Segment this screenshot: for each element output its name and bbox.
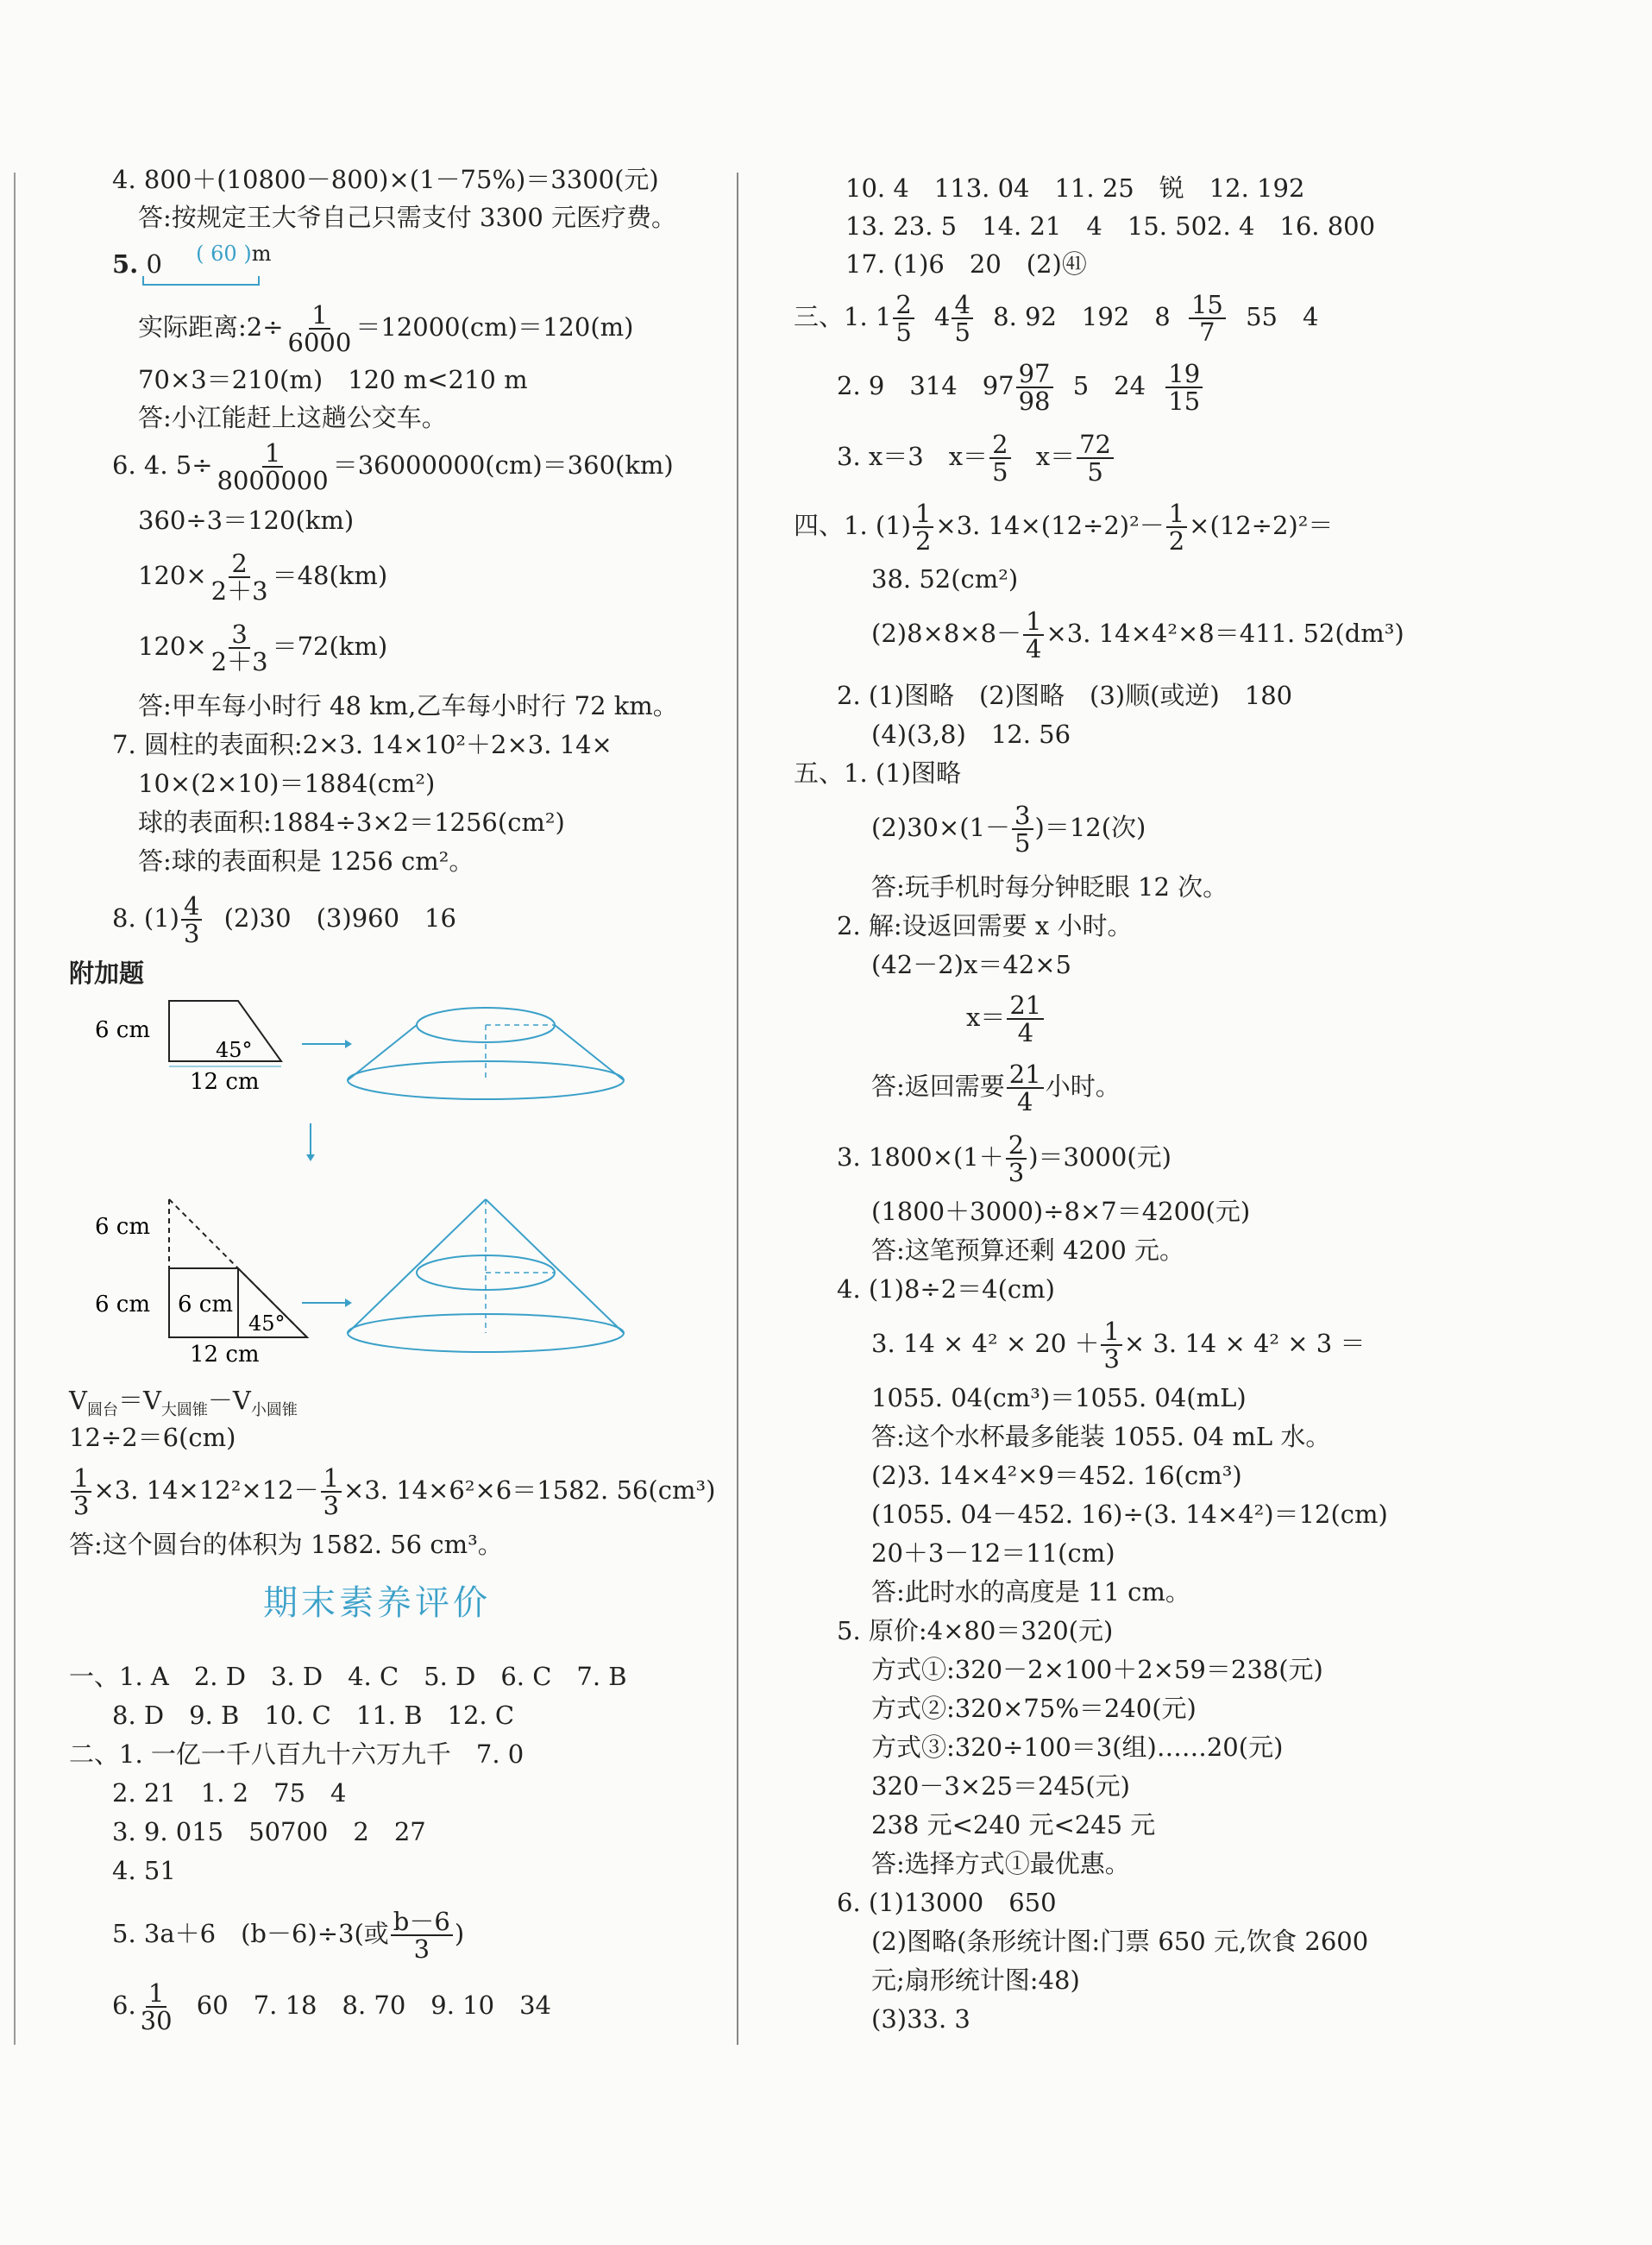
text: 三、1. 1 (794, 302, 892, 331)
part5-answer-4-conclusion: 答:这个水杯最多能装 1055. 04 mL 水。 (871, 1422, 1331, 1451)
subscript: 大圆锥 (160, 1400, 208, 1419)
answer-5-conclusion: 答:小江能赶上这趟公交车。 (138, 403, 447, 432)
part1-answers: 一、1. A 2. D 3. D 4. C 5. D 6. C 7. B (69, 1662, 627, 1691)
answer-6-conclusion: 答:甲车每小时行 48 km,乙车每小时行 72 km。 (138, 691, 678, 720)
text: 四、1. (1) (794, 511, 911, 540)
part4-answer-2-cont: (4)(3,8) 12. 56 (871, 720, 1071, 749)
part5-answer-2-solution (966, 992, 1046, 1046)
part2-answer-5 (112, 1909, 464, 1962)
denominator: 15 (1168, 387, 1201, 416)
denominator: 5 (895, 318, 912, 347)
numerator: 4 (181, 893, 202, 921)
denominator: 3 (73, 1491, 90, 1520)
numerator: 19 (1165, 361, 1203, 388)
fraction (215, 440, 331, 494)
scale-unit: m (251, 242, 272, 266)
answer-7-cylinder-cont: 10×(2×10)＝1884(cm²) (138, 769, 436, 798)
denominator: 6000 (287, 328, 352, 357)
part5-answer-5-conclusion: 答:选择方式①最优惠。 (871, 1849, 1130, 1878)
arrow-head (345, 1299, 352, 1307)
part2-answer-1: 二、1. 一亿一千八百九十六万九千 7. 0 (69, 1739, 524, 1769)
text: ＝72(km) (272, 632, 388, 661)
scale-bar (141, 274, 262, 286)
text: ×(12÷2)²＝ (1189, 511, 1334, 540)
part5-answer-4-2-conclusion: 答:此时水的高度是 11 cm。 (871, 1577, 1190, 1607)
text: 2. 9 314 97 (837, 371, 1014, 400)
fraction (1101, 1318, 1121, 1372)
fraction (989, 431, 1010, 485)
text: ×3. 14×6²×6＝1582. 56(cm³) (343, 1475, 716, 1505)
fraction (1007, 992, 1044, 1046)
part3-answer-2 (837, 361, 1204, 414)
numerator: 1 (1101, 1318, 1121, 1346)
text: 实际距离:2÷ (138, 312, 284, 342)
text: (2)30×(1－ (871, 813, 1011, 842)
label-6cm-top: 6 cm (95, 1214, 151, 1240)
label-6cm-inner: 6 cm (178, 1292, 234, 1317)
part2-answer-4: 4. 51 (112, 1856, 176, 1885)
column-divider (737, 173, 738, 2045)
denominator: 5 (1014, 828, 1031, 858)
fraction (1023, 608, 1044, 662)
radius-calc: 12÷2＝6(cm) (69, 1423, 236, 1452)
denominator: 2＋3 (210, 576, 268, 606)
part5-answer-2: 2. 解:设返回需要 x 小时。 (837, 911, 1133, 940)
denominator: 2 (914, 526, 932, 556)
answer-4: 4. 800＋(10800－800)×(1－75%)＝3300(元) (112, 165, 659, 194)
text: 8. (1) (112, 903, 179, 933)
part4-answer-1-1 (794, 500, 1333, 554)
text: 60 7. 18 8. 70 9. 10 34 (196, 1990, 551, 2020)
part5-answer-5-option1: 方式①:320－2×100＋2×59＝238(元) (871, 1655, 1323, 1684)
fraction (209, 550, 271, 604)
part5-answer-5: 5. 原价:4×80＝320(元) (837, 1616, 1114, 1645)
scale-value: ( 60 ) (196, 242, 252, 266)
denominator: 30 (140, 2006, 173, 2035)
numerator: 1 (1023, 608, 1044, 636)
denominator: 7 (1199, 318, 1215, 347)
left-margin-rule (14, 173, 16, 2045)
part5-answer-6-1: 6. (1)13000 650 (837, 1888, 1057, 1917)
answer-4-conclusion: 答:按规定王大爷自己只需支付 3300 元医疗费。 (138, 203, 677, 232)
text: 小时。 (1045, 1072, 1121, 1101)
numerator: 1 (71, 1465, 91, 1493)
denominator: 5 (992, 457, 1008, 487)
answer-5-distance (138, 302, 633, 355)
numerator: 72 (1077, 431, 1114, 459)
part2-answer-17: 17. (1)6 20 (2)㊶ (845, 249, 1087, 279)
denominator: 3 (1008, 1158, 1025, 1187)
text: ) (454, 1919, 465, 1948)
part2-answer-2: 2. 21 1. 2 75 4 (112, 1778, 347, 1808)
part2-answers-10-12: 10. 4 113. 04 11. 25 锐 12. 192 (845, 173, 1305, 203)
text: 3. 14 × 4² × 20 ＋ (871, 1329, 1100, 1358)
text: )＝3000(元) (1028, 1142, 1171, 1172)
numerator: 2 (1006, 1132, 1027, 1160)
numerator: 1 (321, 1465, 342, 1493)
bonus-heading: 附加题 (69, 959, 145, 988)
text: ×3. 14×12²×12－ (93, 1475, 319, 1505)
text: 5. 3a＋6 (b－6)÷3(或 (112, 1919, 389, 1948)
part4-answer-2: 2. (1)图略 (2)图略 (3)顺(或逆) 180 (837, 681, 1293, 710)
label-45deg: 45° (216, 1038, 253, 1062)
text: 6. (112, 1990, 136, 2020)
text: ＝12000(cm)＝120(m) (355, 312, 634, 342)
part5-answer-1-conclusion: 答:玩手机时每分钟眨眼 12 次。 (871, 872, 1228, 902)
numerator: 3 (229, 621, 249, 649)
denominator: 2＋3 (210, 647, 268, 676)
label-6cm: 6 cm (95, 1017, 151, 1043)
answer-6-step2: 360÷3＝120(km) (138, 506, 355, 535)
part2-answers-13-16: 13. 23. 5 14. 21 4 15. 502. 4 16. 800 (845, 211, 1376, 241)
fraction (138, 1980, 175, 2034)
text: V (69, 1386, 87, 1415)
label-45deg: 45° (248, 1311, 286, 1336)
label-6cm-left: 6 cm (95, 1292, 151, 1317)
denominator: 3 (323, 1491, 340, 1520)
cone-side-right (486, 1199, 624, 1333)
text: 6. 4. 5÷ (112, 450, 213, 480)
fraction (71, 1465, 91, 1519)
text: x＝ (966, 1003, 1006, 1032)
part3-answer-3 (837, 431, 1115, 485)
part2-answer-3: 3. 9. 015 50700 2 27 (112, 1817, 426, 1846)
figure-triangle-to-cone (95, 1191, 682, 1380)
numerator: 4 (952, 292, 972, 319)
item-number: 5. (112, 249, 139, 279)
text: (2)8×8×8－ (871, 619, 1022, 648)
part5-answer-1-2 (871, 802, 1146, 856)
answer-5-scale (112, 242, 272, 281)
part2-answer-6-9 (112, 1980, 551, 2034)
arrow-head (345, 1040, 352, 1048)
answer-8 (112, 893, 456, 946)
numerator: 97 (1016, 361, 1053, 388)
answer-6-distance (112, 440, 674, 494)
denominator: 98 (1018, 387, 1051, 416)
answer-7-sphere: 球的表面积:1884÷3×2＝1256(cm²) (138, 808, 565, 837)
part5-answer-5-compare: 238 元<240 元<245 元 (871, 1810, 1156, 1839)
denominator: 4 (1026, 634, 1042, 663)
text: ×3. 14×4²×8＝411. 52(dm³) (1046, 619, 1404, 648)
text: 55 4 (1246, 302, 1319, 331)
numerator: 1 (913, 500, 933, 528)
part5-answer-3-conclusion: 答:这笔预算还剩 4200 元。 (871, 1236, 1185, 1265)
text: 3. 1800×(1＋ (837, 1142, 1004, 1172)
denominator: 5 (1087, 457, 1103, 487)
fraction (391, 1909, 453, 1962)
denominator: 4 (1017, 1018, 1034, 1047)
numerator: 21 (1007, 992, 1044, 1020)
arrow-down (302, 1122, 319, 1165)
part5-answer-3-remaining: (1800＋3000)÷8×7＝4200(元) (871, 1197, 1251, 1226)
part5-answer-6-2: (2)图略(条形统计图:门票 650 元,饮食 2600 (871, 1927, 1369, 1956)
fraction (181, 893, 202, 946)
frustum-volume-calc (69, 1465, 715, 1519)
fraction (209, 621, 271, 675)
denominator: 3 (413, 1934, 430, 1964)
text: x＝ (1035, 442, 1076, 471)
part5-answer-6-2-cont: 元;扇形统计图:48) (871, 1965, 1080, 1995)
numerator: b－6 (391, 1909, 453, 1936)
section-title: 期末素养评价 (263, 1583, 491, 1623)
part5-answer-2-equation: (42－2)x＝42×5 (871, 950, 1071, 979)
text: 答:返回需要 (871, 1072, 1005, 1101)
text: 8. 92 192 8 (993, 302, 1171, 331)
denominator: 4 (1017, 1087, 1033, 1116)
numerator: 1 (309, 302, 330, 330)
fraction (1077, 431, 1114, 485)
subscript: 小圆锥 (250, 1400, 298, 1419)
fraction (1165, 361, 1203, 414)
fraction (286, 302, 355, 355)
numerator: 3 (1012, 802, 1033, 830)
numerator: 2 (229, 550, 249, 578)
answer-7-conclusion: 答:球的表面积是 1256 cm²。 (138, 846, 474, 876)
part5-answer-4-volume-result: 1055. 04(cm³)＝1055. 04(mL) (871, 1383, 1247, 1412)
fraction (1016, 361, 1053, 414)
text: 3. x＝3 x＝ (837, 442, 989, 471)
numerator: 1 (146, 1980, 166, 2008)
answer-6-step4 (138, 621, 387, 675)
part4-answer-1-2 (871, 608, 1404, 662)
text: ＝V (117, 1386, 161, 1415)
label-12cm: 12 cm (190, 1342, 260, 1368)
denominator: 2 (1168, 526, 1185, 556)
numerator: 1 (1166, 500, 1187, 528)
denominator: 5 (954, 318, 970, 347)
numerator: 2 (893, 292, 914, 319)
text: －V (207, 1386, 251, 1415)
frustum-conclusion: 答:这个圆台的体积为 1582. 56 cm³。 (69, 1530, 503, 1559)
frustum-volume-formula (69, 1385, 298, 1426)
part3-answer-1 (794, 292, 1318, 345)
answer-6-step3 (138, 550, 387, 604)
part5-answer-4-volume (871, 1318, 1365, 1372)
denominator: 3 (183, 919, 200, 948)
frustum-side-right (555, 1025, 624, 1080)
text: 120× (138, 632, 207, 661)
part5-answer-5-option2: 方式②:320×75%＝240(元) (871, 1694, 1197, 1723)
figure-trapezoid-to-frustum (95, 992, 682, 1104)
numerator: 2 (989, 431, 1010, 459)
fraction (913, 500, 933, 554)
text: (2)30 (3)960 16 (223, 903, 456, 933)
part5-answer-5-option3-cont: 320－3×25＝245(元) (871, 1771, 1130, 1801)
fraction (1189, 292, 1226, 345)
part5-answer-4-1: 4. (1)8÷2＝4(cm) (837, 1274, 1055, 1304)
answer-7-cylinder: 7. 圆柱的表面积:2×3. 14×10²＋2×3. 14× (112, 730, 612, 759)
label-12cm: 12 cm (190, 1069, 260, 1095)
part5-answer-4-2-height: (1055. 04－452. 16)÷(3. 14×4²)＝12(cm) (871, 1500, 1388, 1529)
part4-answer-1-1-result: 38. 52(cm²) (871, 564, 1019, 594)
text: 4 (934, 302, 951, 331)
text: 5 24 (1072, 371, 1146, 400)
text: 120× (138, 561, 207, 590)
fraction (321, 1465, 342, 1519)
part5-answer-4-2: (2)3. 14×4²×9＝452. 16(cm³) (871, 1461, 1242, 1490)
part5-answer-1: 五、1. (1)图略 (794, 758, 961, 788)
text: ＝48(km) (272, 561, 388, 590)
fraction (1166, 500, 1187, 554)
text: × 3. 14 × 4² × 3 ＝ (1123, 1329, 1366, 1358)
fraction (1012, 802, 1033, 856)
part5-answer-5-option3: 方式③:320÷100＝3(组)……20(元) (871, 1732, 1284, 1762)
numerator: 15 (1189, 292, 1226, 319)
fraction (1007, 1061, 1044, 1115)
numerator: 21 (1007, 1061, 1044, 1089)
denominator: 3 (1103, 1344, 1120, 1374)
fraction (893, 292, 914, 345)
fraction (1006, 1132, 1027, 1185)
part5-answer-3 (837, 1132, 1171, 1185)
part5-answer-4-2-water: 20＋3－12＝11(cm) (871, 1538, 1115, 1568)
subscript: 圆台 (86, 1400, 118, 1419)
part1-answers-cont: 8. D 9. B 10. C 11. B 12. C (112, 1701, 515, 1730)
frustum-side-left (348, 1025, 417, 1080)
text: ＝36000000(cm)＝360(km) (332, 450, 674, 480)
denominator: 8000000 (217, 466, 329, 495)
text: ×3. 14×(12÷2)²－ (935, 511, 1165, 540)
answer-5-compare: 70×3＝210(m) 120 m<210 m (138, 365, 528, 394)
part5-answer-2-conclusion (871, 1061, 1121, 1115)
cone-side-left (348, 1199, 486, 1333)
part5-answer-6-3: (3)33. 3 (871, 2004, 970, 2034)
fraction (952, 292, 972, 345)
text: )＝12(次) (1034, 813, 1146, 842)
numerator: 1 (262, 440, 283, 468)
scale-zero: 0 (146, 249, 162, 279)
